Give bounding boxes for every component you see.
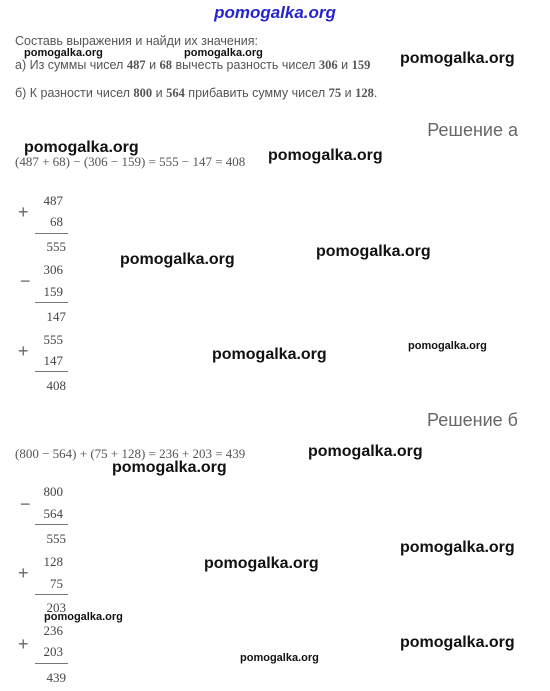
watermark: pomogalka.org <box>400 539 515 556</box>
watermark: pomogalka.org <box>212 346 327 363</box>
plus-sign: + <box>18 634 29 654</box>
task-b-mid3: и <box>341 86 356 100</box>
column-b2-bottom: 75 <box>50 576 63 591</box>
solution-b-expression: (800 − 564) + (75 + 128) = 236 + 203 = 439 <box>15 446 246 461</box>
column-a3-top: 555 <box>43 332 63 347</box>
column-b1-bottom: 564 <box>43 506 63 521</box>
minus-sign: − <box>20 494 31 514</box>
column-a1-top: 487 <box>43 193 63 208</box>
task-a-mid1: и <box>145 58 160 72</box>
column-b3-result: 439 <box>46 670 66 685</box>
column-a1-bottom: 68 <box>50 214 63 229</box>
watermark: pomogalka.org <box>24 47 103 59</box>
column-a3-line <box>35 371 68 372</box>
column-b3-line <box>35 663 68 664</box>
column-a2-result: 147 <box>46 309 66 324</box>
task-b-n2: 564 <box>166 86 185 100</box>
plus-sign: + <box>18 563 29 583</box>
watermark: pomogalka.org <box>408 340 487 352</box>
task-heading: Составь выражения и найди их значения: <box>15 34 259 48</box>
column-a2-top: 306 <box>43 262 63 277</box>
solution-a-expression: (487 + 68) − (306 − 159) = 555 − 147 = 408 <box>15 154 246 169</box>
task-b-end: . <box>373 86 378 100</box>
watermark: pomogalka.org <box>308 443 423 460</box>
watermark: pomogalka.org <box>268 147 383 164</box>
solution-a-title: Решение а <box>427 120 518 140</box>
task-b <box>15 86 377 101</box>
column-b1-top: 800 <box>43 484 63 499</box>
watermark: pomogalka.org <box>112 459 227 476</box>
watermark: pomogalka.org <box>204 555 319 572</box>
task-a-prefix: а) Из суммы чисел <box>15 58 127 72</box>
task-b-mid2: прибавить сумму чисел <box>184 86 329 100</box>
site-title[interactable]: pomogalka.org <box>214 3 336 22</box>
minus-sign: − <box>20 271 31 291</box>
task-b-n4: 128 <box>355 86 374 100</box>
column-b3-bottom: 203 <box>43 644 63 659</box>
column-a2-bottom: 159 <box>43 284 63 299</box>
watermark: pomogalka.org <box>184 47 263 59</box>
solution-b-title: Решение б <box>427 410 518 430</box>
plus-sign: + <box>18 202 29 222</box>
task-a-n4: 159 <box>351 58 371 72</box>
column-b2-line <box>35 594 68 595</box>
column-a1-result: 555 <box>46 239 66 254</box>
watermark: pomogalka.org <box>120 251 235 268</box>
watermark: pomogalka.org <box>400 634 515 651</box>
task-b-n3: 75 <box>328 86 342 100</box>
task-a <box>15 58 370 73</box>
column-a3-bottom: 147 <box>43 353 63 368</box>
task-a-mid2: вычесть разность чисел <box>172 58 319 72</box>
task-b-mid1: и <box>152 86 167 100</box>
task-a-mid3: и <box>337 58 352 72</box>
column-b2-result: 203 <box>46 600 66 615</box>
watermark: pomogalka.org <box>24 139 139 156</box>
watermark: pomogalka.org <box>240 652 319 664</box>
watermark: pomogalka.org <box>400 50 515 67</box>
column-a2-line <box>35 302 68 303</box>
watermark: pomogalka.org <box>44 611 123 623</box>
watermark: pomogalka.org <box>316 243 431 260</box>
column-b1-line <box>35 524 68 525</box>
task-a-n3: 306 <box>318 58 338 72</box>
column-b2-top: 128 <box>43 554 63 569</box>
column-a3-result: 408 <box>46 378 66 393</box>
task-a-n2: 68 <box>159 58 173 72</box>
column-b1-result: 555 <box>46 531 66 546</box>
column-b3-top: 236 <box>43 623 63 638</box>
column-a1-line <box>35 233 68 234</box>
task-a-n1: 487 <box>126 58 146 72</box>
task-b-n1: 800 <box>133 86 153 100</box>
task-b-prefix: б) К разности чисел <box>15 86 134 100</box>
plus-sign: + <box>18 341 29 361</box>
